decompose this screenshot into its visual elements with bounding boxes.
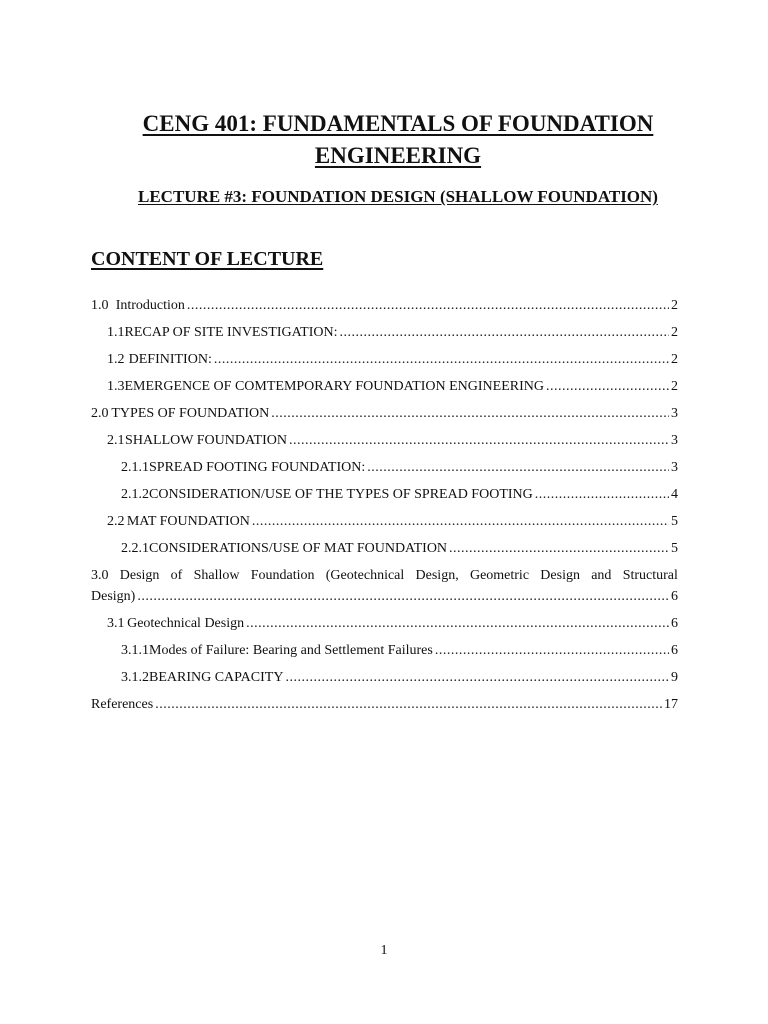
toc-word: Design	[119, 568, 160, 583]
toc-entry-introduction[interactable]	[91, 296, 678, 316]
toc-page: 2	[671, 352, 678, 367]
toc-number: 1.3	[107, 379, 125, 394]
toc-number: 2.0	[91, 406, 109, 421]
toc-word: Structural	[622, 568, 678, 583]
toc-page: 5	[671, 514, 678, 529]
toc-label: Modes of Failure: Bearing and Settlement Failures	[149, 643, 433, 658]
toc-page: 6	[671, 643, 678, 658]
toc-page: 3	[671, 406, 678, 421]
toc-entry-geotechnical-design[interactable]	[91, 614, 678, 634]
lecture-subtitle: LECTURE #3: FOUNDATION DESIGN (SHALLOW FOUNDATION)	[138, 187, 658, 206]
toc-label: RECAP OF SITE INVESTIGATION:	[124, 325, 338, 340]
toc-label: BEARING CAPACITY	[149, 670, 284, 685]
toc-entry-spread-footing-use[interactable]	[91, 485, 678, 505]
toc-word: of	[170, 568, 183, 583]
toc-word: Foundation	[250, 568, 315, 583]
dot-leader	[246, 614, 669, 634]
toc-entry-references[interactable]	[91, 695, 678, 715]
toc-word: and	[591, 568, 612, 583]
toc-number: 2.2	[107, 514, 125, 529]
dot-leader	[367, 458, 669, 478]
toc-entry-definition[interactable]	[91, 350, 678, 370]
toc-page: 2	[671, 298, 678, 313]
toc-page: 6	[671, 589, 678, 604]
toc-page: 9	[671, 670, 678, 685]
dot-leader	[449, 539, 669, 559]
toc-number: 3.1	[107, 616, 125, 631]
toc-page: 6	[671, 616, 678, 631]
toc-word: (Geotechnical	[325, 568, 405, 583]
dot-leader	[289, 431, 669, 451]
toc-entry-shallow-foundation[interactable]	[91, 431, 678, 451]
toc-word: Shallow	[193, 568, 240, 583]
toc-entry-types-of-foundation[interactable]	[91, 404, 678, 424]
toc-page: 3	[671, 433, 678, 448]
toc-word: Design,	[415, 568, 459, 583]
toc-number: 2.1.1	[121, 460, 149, 475]
toc-page: 2	[671, 325, 678, 340]
toc-page: 17	[664, 697, 678, 712]
toc-label: Geotechnical Design	[127, 616, 245, 631]
toc-number: 2.2.1	[121, 541, 149, 556]
toc-entry-mat-foundation-use[interactable]	[91, 539, 678, 559]
toc-entry-emergence[interactable]	[91, 377, 678, 397]
toc-entry-modes-of-failure[interactable]	[91, 641, 678, 661]
toc-label: References	[91, 697, 154, 712]
toc-page: 4	[671, 487, 678, 502]
toc-number: 1.1	[107, 325, 125, 340]
toc-number: 3.1.1	[121, 643, 149, 658]
content-heading: CONTENT OF LECTURE	[91, 248, 324, 270]
dot-leader	[339, 323, 669, 343]
toc-number: 1.2	[107, 352, 125, 367]
dot-leader	[137, 587, 669, 607]
toc-entry-shallow-design-line2[interactable]	[91, 587, 678, 607]
toc-label: SPREAD FOOTING FOUNDATION:	[149, 460, 366, 475]
dot-leader	[435, 641, 669, 661]
dot-leader	[155, 695, 662, 715]
dot-leader	[214, 350, 669, 370]
toc-number: 3.0	[91, 568, 109, 583]
toc-page: 3	[671, 460, 678, 475]
page-number: 1	[380, 943, 388, 958]
toc-label: SHALLOW FOUNDATION	[125, 433, 287, 448]
toc-page: 5	[671, 541, 678, 556]
toc-number: 2.1	[107, 433, 125, 448]
dot-leader	[285, 668, 669, 688]
toc-page: 2	[671, 379, 678, 394]
dot-leader	[546, 377, 669, 397]
dot-leader	[535, 485, 669, 505]
toc-entry-shallow-design-line1[interactable]	[91, 566, 678, 586]
toc-label: Design)	[91, 589, 136, 604]
toc-word: Geometric	[469, 568, 530, 583]
toc-label: MAT FOUNDATION	[126, 514, 250, 529]
toc-number: 2.1.2	[121, 487, 149, 502]
toc-word: Design	[540, 568, 580, 583]
toc-entry-recap-site-investigation[interactable]	[91, 323, 678, 343]
toc-entry-bearing-capacity[interactable]	[91, 668, 678, 688]
toc-label: CONSIDERATIONS/USE OF MAT FOUNDATION	[149, 541, 448, 556]
table-of-contents	[91, 0, 678, 1024]
dot-leader	[252, 512, 669, 532]
toc-number: 1.0	[91, 298, 109, 313]
toc-entry-mat-foundation[interactable]	[91, 512, 678, 532]
toc-label: Introduction	[115, 298, 185, 313]
toc-label: TYPES OF FOUNDATION	[111, 406, 270, 421]
toc-label: CONSIDERATION/USE OF THE TYPES OF SPREAD FOOTING	[149, 487, 533, 502]
toc-entry-spread-footing[interactable]	[91, 458, 678, 478]
toc-label: EMERGENCE OF COMTEMPORARY FOUNDATION ENGINEERING	[124, 379, 544, 394]
toc-number: 3.1.2	[121, 670, 149, 685]
toc-label: DEFINITION:	[128, 352, 212, 367]
dot-leader	[271, 404, 669, 424]
dot-leader	[187, 296, 669, 316]
document-title: CENG 401: FUNDAMENTALS OF FOUNDATION ENGINEERING	[142, 111, 654, 168]
